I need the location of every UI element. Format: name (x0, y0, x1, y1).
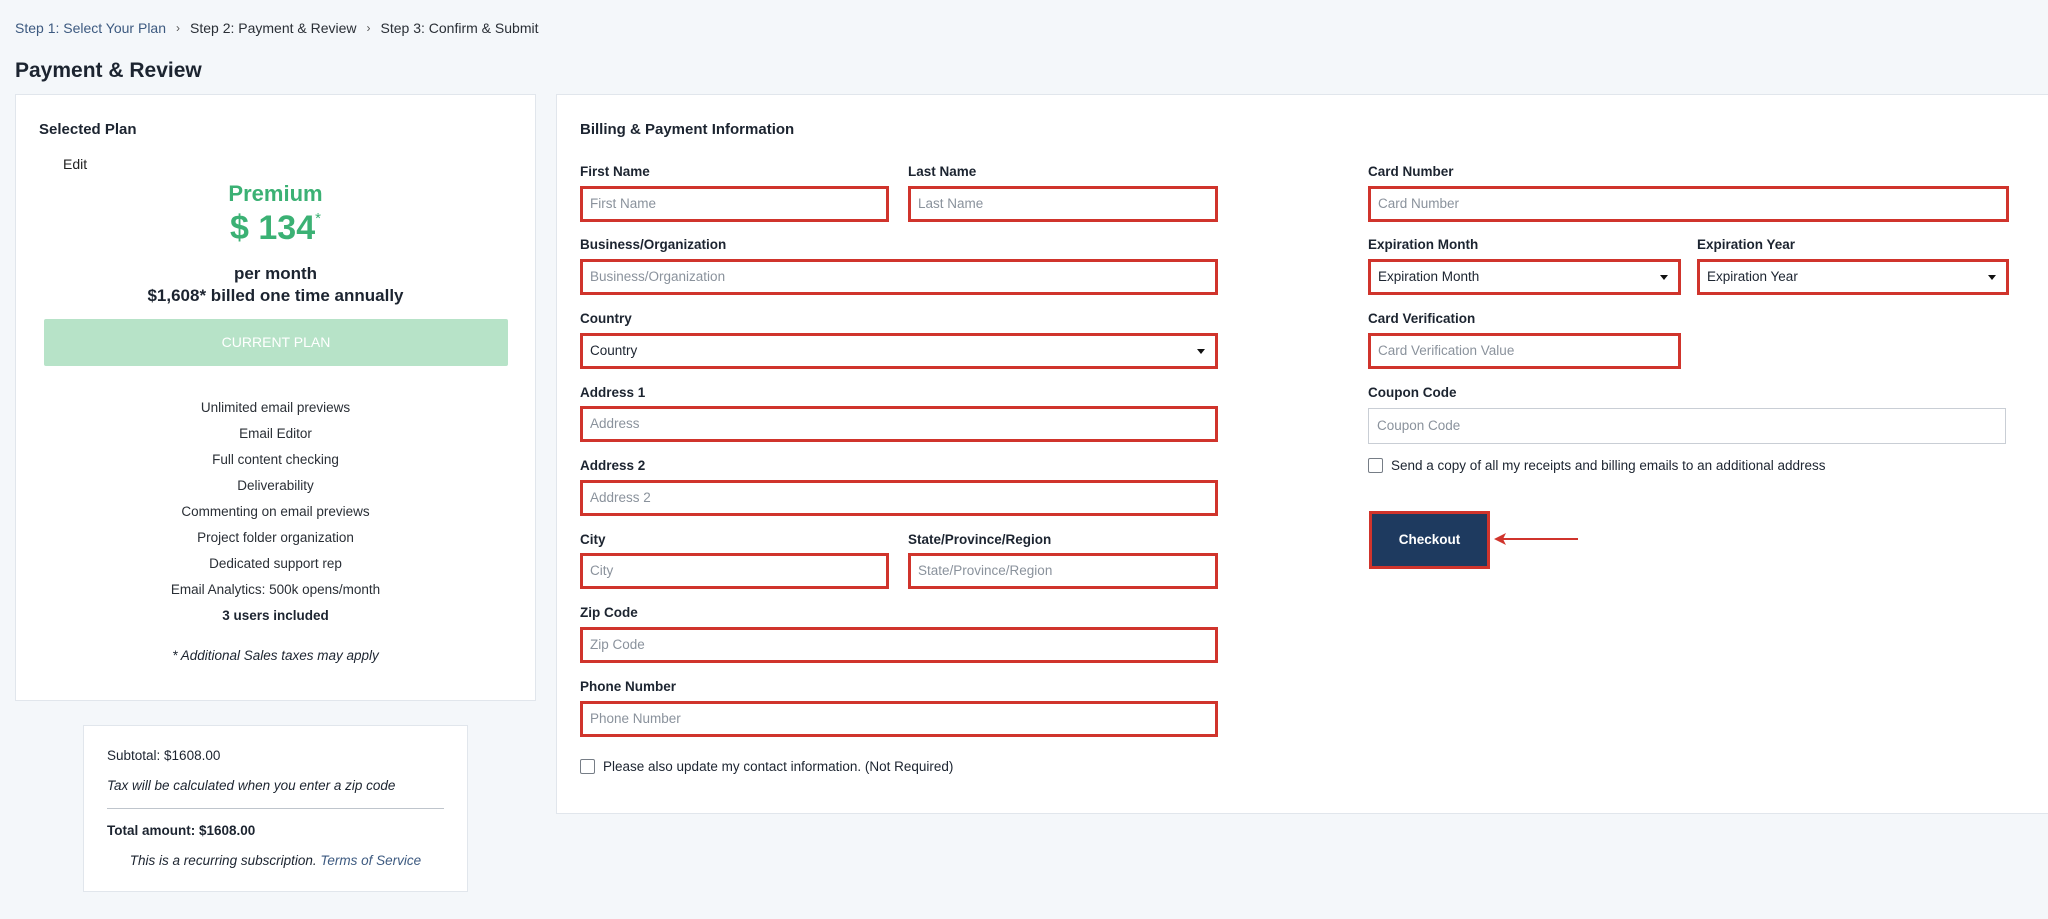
expiration-year-value: Expiration Year (1707, 269, 1798, 284)
plan-billed-annually: $1,608* billed one time annually (147, 286, 404, 305)
selected-plan-heading: Selected Plan (39, 121, 137, 138)
total-amount: Total amount: $1608.00 (107, 823, 256, 838)
last-name-label: Last Name (908, 164, 977, 179)
business-input[interactable]: Business/Organization (580, 259, 1218, 295)
first-name-label: First Name (580, 164, 650, 179)
breadcrumb-step-3: Step 3: Confirm & Submit (380, 20, 539, 36)
phone-input[interactable]: Phone Number (580, 701, 1218, 737)
expiration-year-label: Expiration Year (1697, 237, 1796, 252)
address2-label: Address 2 (580, 458, 646, 473)
feature-item: Unlimited email previews (200, 400, 351, 415)
caret-down-icon (1197, 349, 1205, 354)
feature-item: Commenting on email previews (181, 504, 370, 519)
copy-receipts-label[interactable]: Send a copy of all my receipts and billing emails to an additional address (1391, 458, 1826, 473)
first-name-input[interactable]: First Name (580, 186, 889, 222)
expiration-year-select[interactable] (1697, 259, 2009, 295)
update-contact-label[interactable]: Please also update my contact information. (Not Required) (603, 759, 954, 774)
coupon-code-label: Coupon Code (1368, 385, 1457, 400)
country-select[interactable] (580, 333, 1218, 369)
expiration-month-select[interactable] (1368, 259, 1681, 295)
plan-price-asterisk: * (315, 209, 321, 227)
sales-tax-note: * Additional Sales taxes may apply (172, 648, 379, 663)
zip-label: Zip Code (580, 605, 638, 620)
feature-item: Email Editor (239, 426, 312, 441)
order-summary-card (83, 725, 468, 892)
zip-input[interactable]: Zip Code (580, 627, 1218, 663)
checkout-button[interactable]: Checkout (1369, 511, 1490, 569)
recurring-text: This is a recurring subscription. (129, 853, 317, 868)
breadcrumb-step-1[interactable]: Step 1: Select Your Plan (15, 20, 166, 36)
current-plan-button[interactable]: CURRENT PLAN (44, 319, 508, 366)
card-number-label: Card Number (1368, 164, 1454, 179)
country-label: Country (580, 311, 632, 326)
plan-period: per month (233, 264, 318, 283)
card-verification-input[interactable]: Card Verification Value (1368, 333, 1681, 369)
feature-item: Email Analytics: 500k opens/month (170, 582, 381, 597)
update-contact-checkbox[interactable] (580, 759, 595, 774)
recurring-note (84, 853, 467, 868)
chevron-right-icon: › (366, 21, 371, 35)
expiration-month-value: Expiration Month (1378, 269, 1480, 284)
feature-item: Deliverability (237, 478, 314, 493)
feature-item: Project folder organization (197, 530, 354, 545)
business-label: Business/Organization (580, 237, 727, 252)
coupon-code-input[interactable]: Coupon Code (1368, 408, 2006, 444)
country-select-value: Country (590, 343, 638, 358)
city-label: City (580, 532, 606, 547)
selected-plan-card (15, 94, 536, 701)
feature-item: Dedicated support rep (209, 556, 342, 571)
billing-payment-card (556, 94, 2048, 814)
chevron-right-icon: › (176, 21, 180, 35)
city-input[interactable]: City (580, 553, 889, 589)
last-name-input[interactable]: Last Name (908, 186, 1218, 222)
caret-down-icon (1660, 275, 1668, 280)
state-input[interactable]: State/Province/Region (908, 553, 1218, 589)
update-contact-row (580, 759, 953, 774)
plan-price-value: $ 134 (230, 209, 316, 247)
page-title: Payment & Review (15, 59, 202, 82)
caret-down-icon (1988, 275, 1996, 280)
subtotal: Subtotal: $1608.00 (107, 748, 221, 763)
plan-features-list (16, 395, 535, 603)
breadcrumb (15, 20, 538, 36)
summary-divider (107, 808, 444, 809)
plan-price (16, 209, 535, 248)
copy-receipts-checkbox[interactable] (1368, 458, 1383, 473)
arrow-left-icon (1494, 531, 1580, 547)
terms-of-service-link[interactable]: Terms of Service (320, 853, 422, 868)
phone-label: Phone Number (580, 679, 677, 694)
expiration-month-label: Expiration Month (1368, 237, 1479, 252)
card-number-input[interactable]: Card Number (1368, 186, 2009, 222)
card-verification-label: Card Verification (1368, 311, 1476, 326)
address1-input[interactable]: Address (580, 406, 1218, 442)
users-included: 3 users included (222, 608, 329, 623)
feature-item: Full content checking (212, 452, 339, 467)
edit-plan-link[interactable]: Edit (63, 156, 88, 172)
address1-label: Address 1 (580, 385, 646, 400)
state-label: State/Province/Region (908, 532, 1052, 547)
tax-calculation-note: Tax will be calculated when you enter a zip code (107, 778, 396, 793)
address2-input[interactable]: Address 2 (580, 480, 1218, 516)
plan-name: Premium (228, 181, 323, 206)
copy-receipts-row (1368, 458, 1826, 473)
billing-title: Billing & Payment Information (580, 121, 795, 138)
breadcrumb-step-2: Step 2: Payment & Review (190, 20, 357, 36)
